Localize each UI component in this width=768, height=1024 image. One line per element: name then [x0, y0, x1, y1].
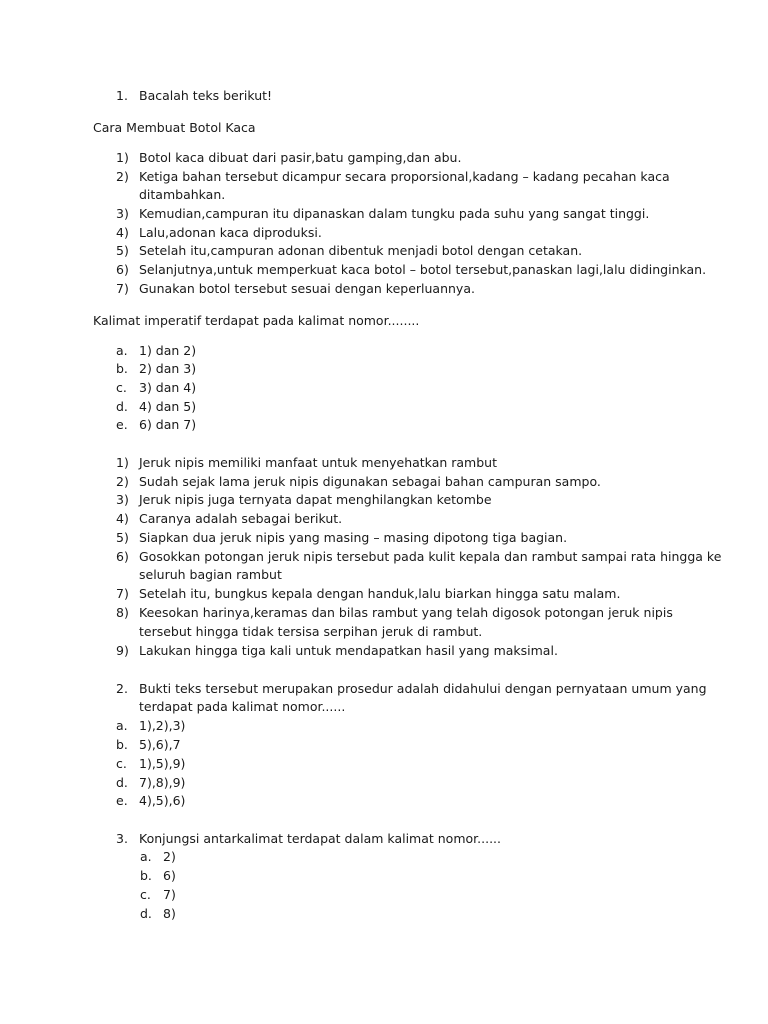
list-item-number: 8): [116, 605, 129, 620]
list-item-number: 4): [116, 225, 129, 240]
list-item-number: 4): [116, 511, 129, 526]
option-text: 5),6),7: [139, 737, 181, 752]
list-item-continuation: seluruh bagian rambut: [139, 567, 282, 582]
list-item: Setelah itu, bungkus kepala dengan handuk,lalu biarkan hingga satu malam.: [139, 586, 621, 601]
list-item-continuation: ditambahkan.: [139, 187, 226, 202]
option-text: 4),5),6): [139, 793, 186, 808]
option-text: 2): [163, 849, 176, 864]
list-item: Sudah sejak lama jeruk nipis digunakan sebagai bahan campuran sampo.: [139, 474, 601, 489]
list-item-number: 1): [116, 150, 129, 165]
option-text: 3) dan 4): [139, 380, 197, 395]
option-letter: a.: [116, 718, 128, 733]
option-text: 6): [163, 868, 176, 883]
q1-instruction: Bacalah teks berikut!: [139, 88, 273, 103]
q3-question: Konjungsi antarkalimat terdapat dalam kalimat nomor......: [139, 831, 501, 846]
q2-number: 2.: [116, 681, 128, 696]
option-text: 8): [163, 906, 176, 921]
list-item: Jeruk nipis memiliki manfaat untuk menyehatkan rambut: [139, 455, 497, 470]
list-item: Gosokkan potongan jeruk nipis tersebut pada kulit kepala dan rambut sampai rata hingga ke: [139, 549, 722, 564]
list-item-number: 2): [116, 169, 129, 184]
list-item: Gunakan botol tersebut sesuai dengan keperluannya.: [139, 281, 475, 296]
list-item: Ketiga bahan tersebut dicampur secara proporsional,kadang – kadang pecahan kaca: [139, 169, 670, 184]
option-text: 1),2),3): [139, 718, 186, 733]
list-item-number: 1): [116, 455, 129, 470]
list-item-number: 3): [116, 492, 129, 507]
list-item-number: 6): [116, 549, 129, 564]
option-text: 2) dan 3): [139, 361, 197, 376]
option-letter: d.: [116, 775, 128, 790]
option-letter: d.: [140, 906, 152, 921]
option-letter: c.: [116, 756, 127, 771]
list-item: Setelah itu,campuran adonan dibentuk menjadi botol dengan cetakan.: [139, 243, 583, 258]
list-item-number: 7): [116, 281, 129, 296]
option-letter: b.: [116, 361, 128, 376]
q2-question: Bukti teks tersebut merupakan prosedur adalah didahului dengan pernyataan umum yang: [139, 681, 707, 696]
option-letter: c.: [140, 887, 151, 902]
list-item-number: 9): [116, 643, 129, 658]
list-item: Botol kaca dibuat dari pasir,batu gamping,dan abu.: [139, 150, 462, 165]
q1-question: Kalimat imperatif terdapat pada kalimat nomor........: [93, 313, 420, 328]
option-text: 4) dan 5): [139, 399, 197, 414]
option-letter: a.: [116, 343, 128, 358]
list-item: Lakukan hingga tiga kali untuk mendapatkan hasil yang maksimal.: [139, 643, 558, 658]
text1-title: Cara Membuat Botol Kaca: [93, 120, 256, 135]
option-text: 7),8),9): [139, 775, 186, 790]
option-letter: e.: [116, 793, 128, 808]
option-letter: e.: [116, 417, 128, 432]
list-item-number: 5): [116, 243, 129, 258]
list-item: Siapkan dua jeruk nipis yang masing – masing dipotong tiga bagian.: [139, 530, 568, 545]
option-letter: a.: [140, 849, 152, 864]
option-letter: b.: [140, 868, 152, 883]
list-item: Selanjutnya,untuk memperkuat kaca botol – botol tersebut,panaskan lagi,lalu didinginkan.: [139, 262, 707, 277]
list-item-number: 2): [116, 474, 129, 489]
list-item-continuation: tersebut hingga tidak tersisa serpihan jeruk di rambut.: [139, 624, 483, 639]
option-letter: d.: [116, 399, 128, 414]
option-text: 6) dan 7): [139, 417, 197, 432]
list-item-number: 7): [116, 586, 129, 601]
q1-number: 1.: [116, 88, 128, 103]
q2-question-continuation: terdapat pada kalimat nomor......: [139, 699, 346, 714]
list-item-number: 3): [116, 206, 129, 221]
option-text: 1),5),9): [139, 756, 186, 771]
list-item: Caranya adalah sebagai berikut.: [139, 511, 343, 526]
option-text: 7): [163, 887, 176, 902]
q3-number: 3.: [116, 831, 128, 846]
list-item: Jeruk nipis juga ternyata dapat menghilangkan ketombe: [139, 492, 492, 507]
option-letter: c.: [116, 380, 127, 395]
list-item: Keesokan harinya,keramas dan bilas rambut yang telah digosok potongan jeruk nipis: [139, 605, 673, 620]
list-item: Lalu,adonan kaca diproduksi.: [139, 225, 322, 240]
list-item-number: 5): [116, 530, 129, 545]
list-item: Kemudian,campuran itu dipanaskan dalam tungku pada suhu yang sangat tinggi.: [139, 206, 650, 221]
list-item-number: 6): [116, 262, 129, 277]
option-letter: b.: [116, 737, 128, 752]
option-text: 1) dan 2): [139, 343, 197, 358]
